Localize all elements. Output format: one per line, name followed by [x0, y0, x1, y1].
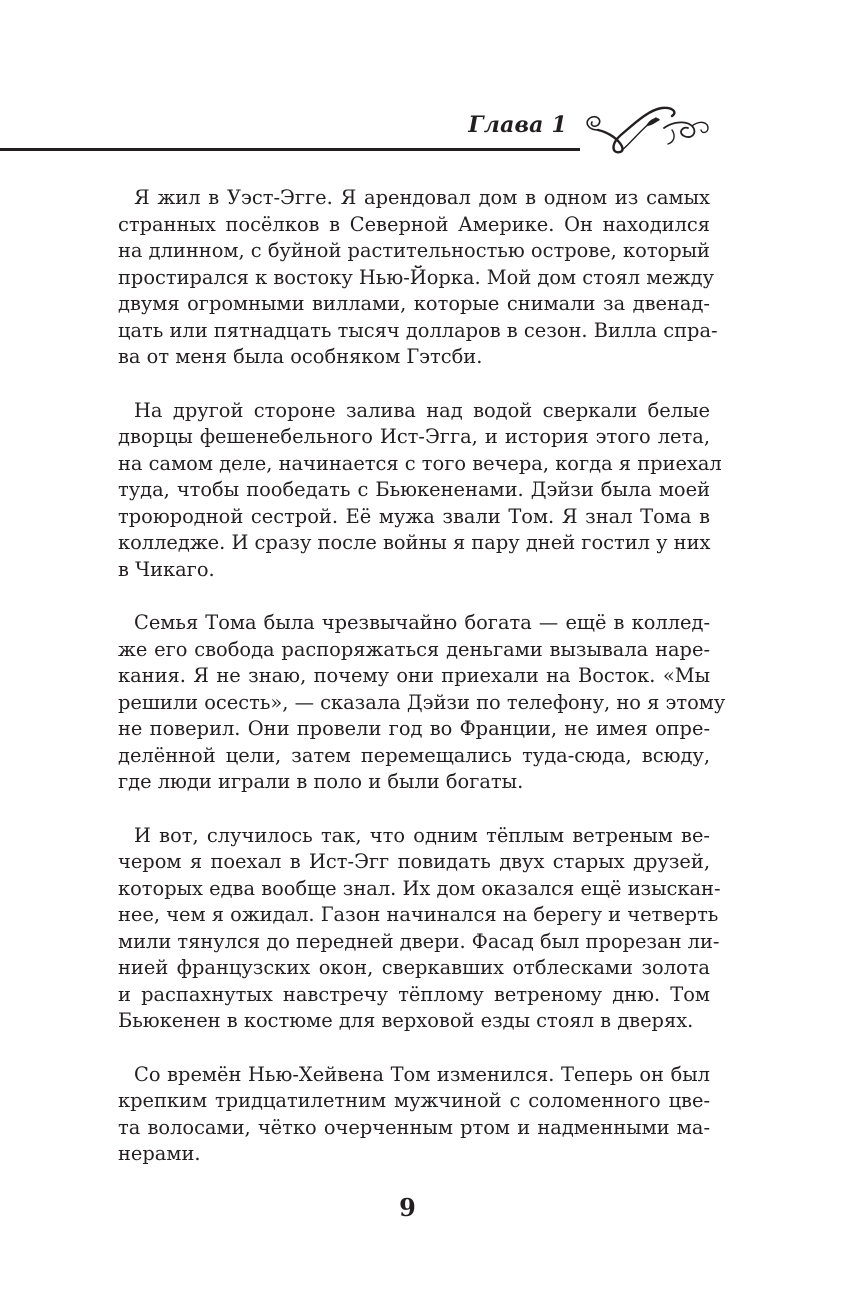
text-line: нией французских окон, сверкавших отблесками золота — [118, 956, 710, 979]
paragraph — [118, 610, 726, 796]
paragraph — [118, 398, 722, 584]
text-line: нее, чем я ожидал. Газон начинался на берегу и четверть — [118, 903, 719, 926]
text-line: крепким тридцатилетним мужчиной с соломенного цве- — [118, 1089, 710, 1112]
text-line: Бьюкенен в костюме для верховой езды стоял в дверях. — [118, 1009, 694, 1032]
text-line: И вот, случилось так, что одним тёплым ветреным ве- — [134, 823, 710, 847]
text-line: которых едва вообще знал. Их дом оказался ещё изыскан- — [118, 876, 721, 900]
text-line: где люди играли в поло и были богаты. — [118, 770, 524, 793]
text-line: не поверил. Они провели год во Франции, не имея опре- — [118, 717, 710, 740]
text-line: цать или пятнадцать тысяч долларов в сезон. Вилла спра- — [118, 318, 718, 342]
text-line: на длинном, с буйной растительностью острове, который — [118, 239, 710, 262]
text-line: кания. Я не знаю, почему они приехали на Восток. «Мы — [118, 664, 710, 687]
text-line: решили осесть», — сказала Дэйзи по телефону, но я этому — [118, 690, 726, 714]
text-line: та волосами, чётко очерченным ртом и надменными ма- — [118, 1115, 710, 1139]
paragraph — [118, 185, 718, 371]
header-rule — [0, 148, 580, 151]
text-line: нерами. — [118, 1142, 201, 1165]
running-header — [0, 96, 845, 166]
text-line: простирался к востоку Нью-Йорка. Мой дом стоял между — [118, 265, 714, 289]
paragraph — [118, 823, 721, 1035]
chapter-title: Глава 1 — [468, 112, 567, 138]
text-line: чером я поехал в Ист-Эгг повидать двух старых друзей, — [118, 850, 710, 873]
text-line: Я жил в Уэст-Эгге. Я арендовал дом в одном из самых — [134, 186, 710, 209]
text-line: колледже. И сразу после войны я пару дней гостил у них — [118, 531, 711, 554]
text-line: мили тянулся до передней двери. Фасад был прорезан ли- — [118, 929, 720, 953]
paragraph — [118, 1062, 710, 1168]
ornament-flourish-icon — [576, 100, 716, 156]
page-number: 9 — [399, 1193, 416, 1222]
text-line: Со времён Нью-Хейвена Том изменился. Теперь он был — [134, 1062, 710, 1086]
text-line: троюродной сестрой. Её мужа звали Том. Я знал Тома в — [118, 504, 710, 528]
text-line: на самом деле, начинается с того вечера, когда я приехал — [118, 451, 722, 475]
text-line: двумя огромными виллами, которые снимали за двенад- — [118, 292, 710, 315]
text-line: туда, чтобы пообедать с Бьюкененами. Дэйзи была моей — [118, 478, 710, 501]
text-line: ва от меня была особняком Гэтсби. — [118, 345, 483, 368]
text-line: На другой стороне залива над водой сверкали белые — [134, 398, 710, 422]
text-line: и распахнутых навстречу тёплому ветреному дню. Том — [118, 982, 710, 1006]
text-line: в Чикаго. — [118, 557, 215, 581]
text-line: же его свобода распоряжаться деньгами вызывала наре- — [118, 637, 710, 661]
body-text — [118, 185, 726, 1195]
text-line: Семья Тома была чрезвычайно богата — ещё в коллед- — [134, 611, 710, 634]
text-line: странных посёлков в Северной Америке. Он находился — [118, 212, 710, 236]
text-line: делённой цели, затем перемещались туда-сюда, всюду, — [118, 743, 710, 767]
text-line: дворцы фешенебельного Ист-Эгга, и история этого лета, — [118, 425, 710, 448]
